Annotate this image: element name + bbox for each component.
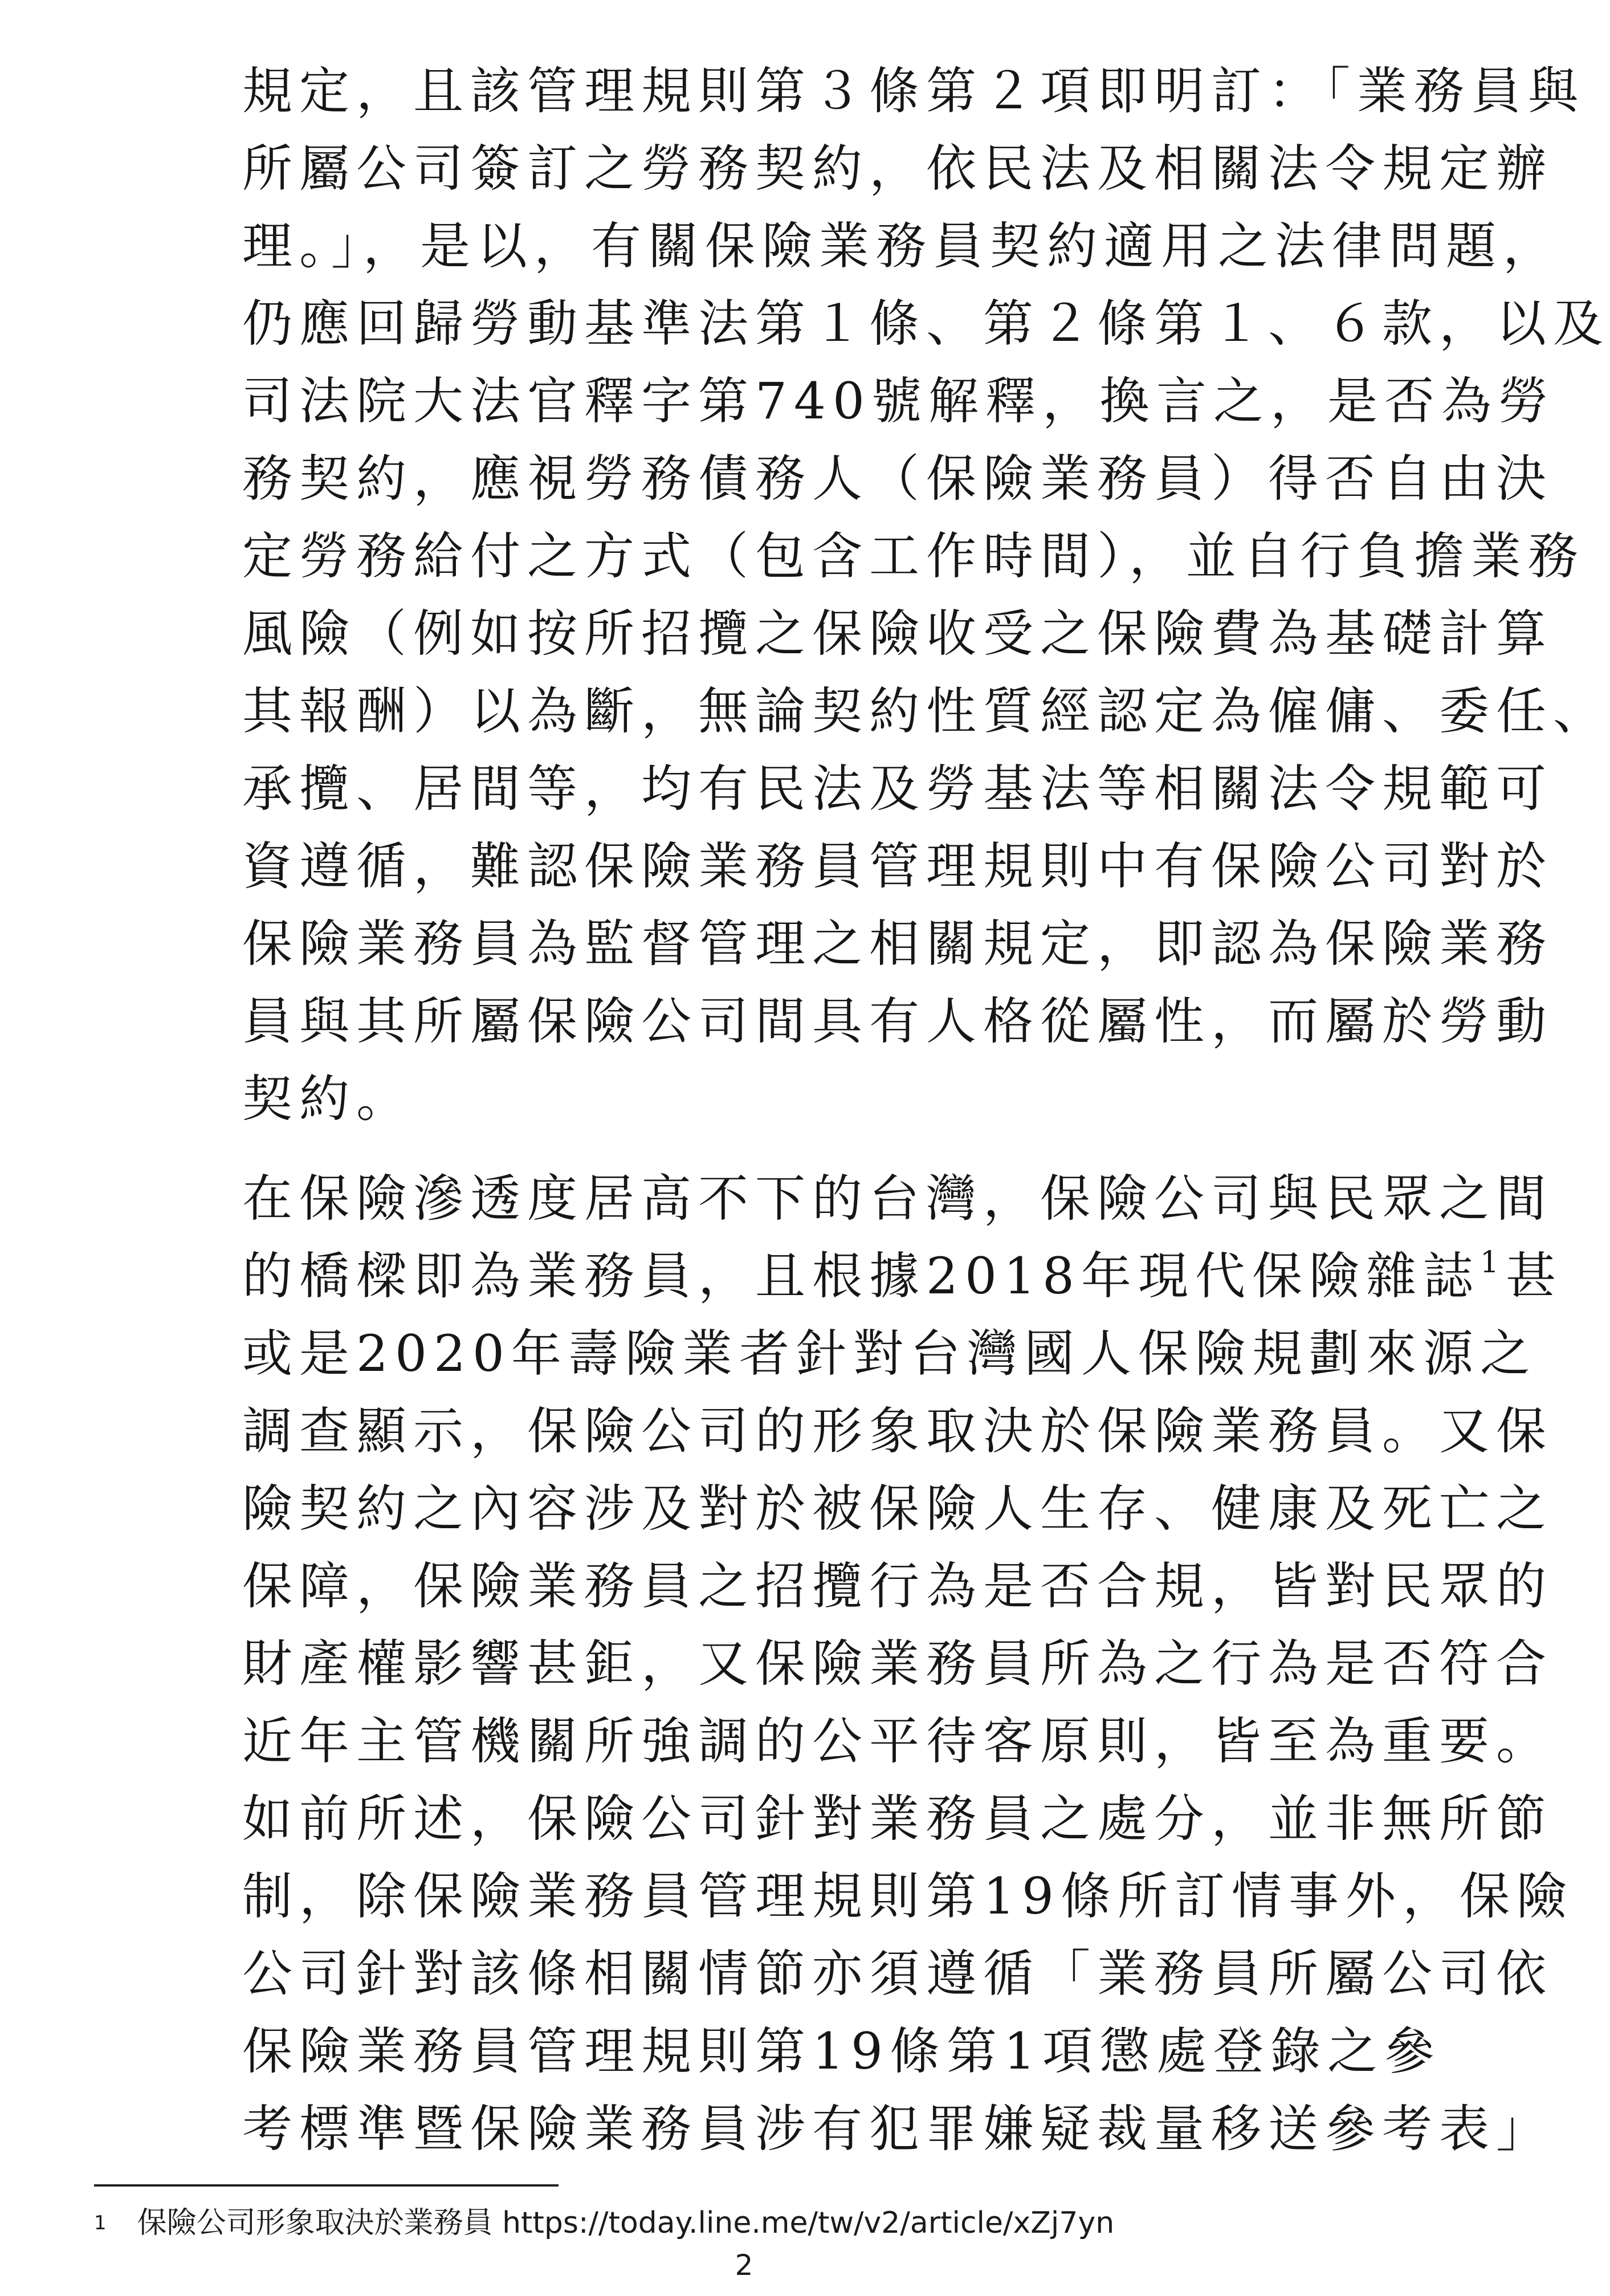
text-line: 契約。 bbox=[242, 1069, 414, 1128]
text-line: 考標準暨保險業務員涉有犯罪嫌疑裁量移送參考表」 bbox=[242, 2099, 1554, 2158]
footnote-number: 1 bbox=[94, 2212, 107, 2234]
text-line: 承攬、居間等，均有民法及勞基法等相關法令規範可 bbox=[242, 759, 1554, 818]
text-line: 調查顯示，保險公司的形象取決於保險業務員。又保 bbox=[242, 1402, 1554, 1460]
paragraph-labor-contract bbox=[242, 52, 1610, 1138]
footnote-separator bbox=[94, 2184, 559, 2187]
text-line: 或是2020年壽險業者針對台灣國人保險規劃來源之 bbox=[242, 1324, 1537, 1383]
text-line: 在保險滲透度居高不下的台灣，保險公司與民眾之間 bbox=[242, 1169, 1554, 1228]
page-number: 2 bbox=[735, 2249, 753, 2282]
text-line: 資遵循，難認保險業務員管理規則中有保險公司對於 bbox=[242, 837, 1554, 895]
footnote bbox=[94, 2205, 1348, 2241]
text-line: 險契約之內容涉及對於被保險人生存、健康及死亡之 bbox=[242, 1479, 1554, 1538]
footnote-reference[interactable]: 1 bbox=[1479, 1245, 1506, 1280]
text-line: 規定，且該管理規則第３條第２項即明訂：「業務員與 bbox=[242, 62, 1585, 120]
text-segment: 的橋樑即為業務員，且根據2018年現代保險雜誌 bbox=[242, 1247, 1480, 1305]
text-line: 近年主管機關所強調的公平待客原則，皆至為重要。 bbox=[242, 1712, 1554, 1770]
text-line: 風險（例如按所招攬之保險收受之保險費為基礎計算 bbox=[242, 604, 1554, 663]
text-line: 務契約，應視勞務債務人（保險業務員）得否自由決 bbox=[242, 449, 1554, 508]
text-line: 仍應回歸勞動基準法第１條、第２條第１、６款，以及 bbox=[242, 294, 1610, 353]
footnote-text[interactable]: 保險公司形象取決於業務員 https://today.line.me/tw/v2/article/xZj7yn bbox=[137, 2206, 1115, 2240]
text-line: 保險業務員管理規則第19條第1項懲處登錄之參 bbox=[242, 2022, 1441, 2081]
text-line: 如前所述，保險公司針對業務員之處分，並非無所節 bbox=[242, 1789, 1554, 1848]
text-line: 其報酬）以為斷，無論契約性質經認定為僱傭、委任、 bbox=[242, 682, 1610, 740]
text-line: 理。」，是以，有關保險業務員契約適用之法律問題， bbox=[242, 217, 1560, 275]
text-line: 保險業務員為監督管理之相關規定，即認為保險業務 bbox=[242, 914, 1554, 973]
text-line: 公司針對該條相關情節亦須遵循「業務員所屬公司依 bbox=[242, 1944, 1554, 2003]
text-line: 所屬公司簽訂之勞務契約，依民法及相關法令規定辦 bbox=[242, 139, 1554, 198]
text-line: 財產權影響甚鉅，又保險業務員所為之行為是否符合 bbox=[242, 1634, 1554, 1693]
paragraph-insurance-agents bbox=[242, 1160, 1574, 2168]
text-segment: 甚 bbox=[1506, 1247, 1563, 1305]
text-line: 員與其所屬保險公司間具有人格從屬性，而屬於勞動 bbox=[242, 992, 1554, 1051]
text-line: 定勞務給付之方式（包含工作時間），並自行負擔業務 bbox=[242, 527, 1585, 585]
text-line-with-footnote bbox=[242, 1237, 1563, 1315]
text-line: 司法院大法官釋字第740號解釋，換言之，是否為勞 bbox=[242, 372, 1555, 430]
text-line: 保障，保險業務員之招攬行為是否合規，皆對民眾的 bbox=[242, 1557, 1554, 1615]
text-line: 制，除保險業務員管理規則第19條所訂情事外，保險 bbox=[242, 1867, 1574, 1925]
